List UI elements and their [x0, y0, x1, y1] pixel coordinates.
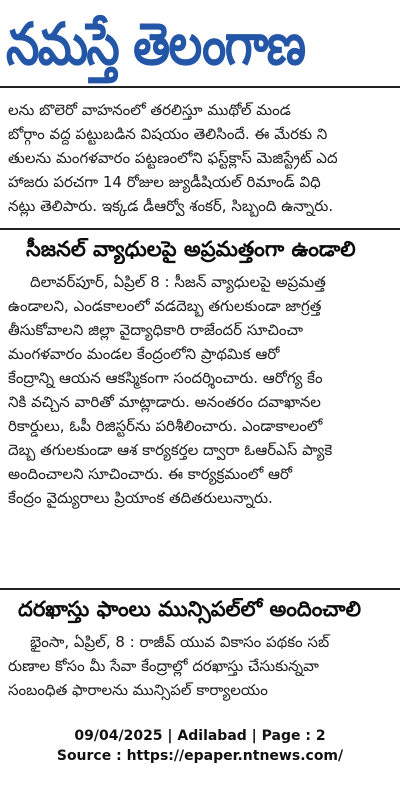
article-divider	[0, 588, 400, 590]
article-2-line: ఉండాలని, ఎండకాలంలో వడదెబ్బ తగులకుండా జాగ్రత్త	[8, 297, 322, 315]
article-2-line: మంగళవారం మండల కేంద్రంలోని ప్రాథమిక ఆరో	[8, 345, 280, 363]
masthead-divider	[0, 86, 400, 88]
article-2-headline: సీజనల్ వ్యాధులపై అప్రమత్తంగా ఉండాలి	[26, 237, 356, 261]
article-1-line: హాజరు పరచగా 14 రోజుల జ్యుడీషియల్ రిమాండ్ విధి	[8, 173, 321, 191]
article-2-line: దెబ్బ తగులకుండా ఆశ కార్యకర్తల ద్వారా ఓఆర్ఎస్ ప్యాకె	[8, 441, 333, 459]
article-2-line: రికార్డులు, ఓపీ రిజిస్టర్‌ను పరిశీలించారు. ఎండాకాలంలో	[8, 417, 323, 435]
article-1-line: తులను మంగళవారం పట్టణంలోని ఫస్ట్‌క్లాస్ మెజిస్ట్రేట్ ఎద	[8, 149, 338, 167]
masthead	[0, 0, 400, 88]
article-3-headline: దరఖాస్తు ఫాంలు మున్సిపల్‌లో అందించాలి	[18, 597, 361, 621]
article-1-body	[0, 98, 400, 218]
article-2-line: నికి వచ్చిన వారితో మాట్లాడారు. అనంతరం దవాఖానల	[8, 393, 321, 411]
newspaper-title: నమస్తే తెలంగాణ	[6, 10, 305, 78]
source-link[interactable]: Source : https://epaper.ntnews.com/	[56, 748, 344, 764]
article-2-line: కేంద్రాన్ని ఆయన ఆకస్మికంగా సందర్శించారు. ఆరోగ్య కేం	[8, 369, 323, 387]
article-3-line: సంబంధిత ఫారాలను మున్సిపల్ కార్యాలయం	[8, 681, 268, 699]
article-divider	[0, 228, 400, 230]
article-3-line: భైంసా, ఏప్రిల్, 8 : రాజీవ్ యువ వికాసం పథకం సబ్	[30, 633, 330, 651]
article-2-line: అందించాలని సూచించారు. ఈ కార్యక్రమంలో ఆరో	[8, 465, 293, 483]
dateline: 09/04/2025 | Adilabad | Page : 2	[74, 728, 326, 744]
article-2-line: దిలావర్‌పూర్, ఏప్రిల్ 8 : సీజన్ వ్యాధులపై అప్రమత్త	[30, 273, 326, 291]
article-1-line: బోర్గాం వద్ద పట్టుబడిన విషయం తెలిసిందే. ఈ మేరకు ని	[8, 125, 328, 143]
article-1-line: లను బొలెరో వాహనంలో తరలిస్తూ ముథోల్ మండ	[8, 101, 291, 119]
article-2-body	[0, 270, 400, 510]
article-1-line: నట్లు తెలిపారు. ఇక్కడ డీఆర్వో శంకర్, సిబ్బంది ఉన్నారు.	[8, 197, 334, 215]
article-2-line: తీసుకోవాలని జిల్లా వైద్యాధికారి రాజేందర్ సూచించా	[8, 321, 303, 339]
article-3-body	[0, 630, 400, 702]
article-2-line: కేంద్రం వైద్యురాలు ప్రియాంక తదితరులున్నారు.	[8, 489, 273, 507]
article-3-line: రుణాల కోసం మీ సేవా కేంద్రాల్లో దరఖాస్తు చేసుకున్నవా	[8, 657, 319, 675]
